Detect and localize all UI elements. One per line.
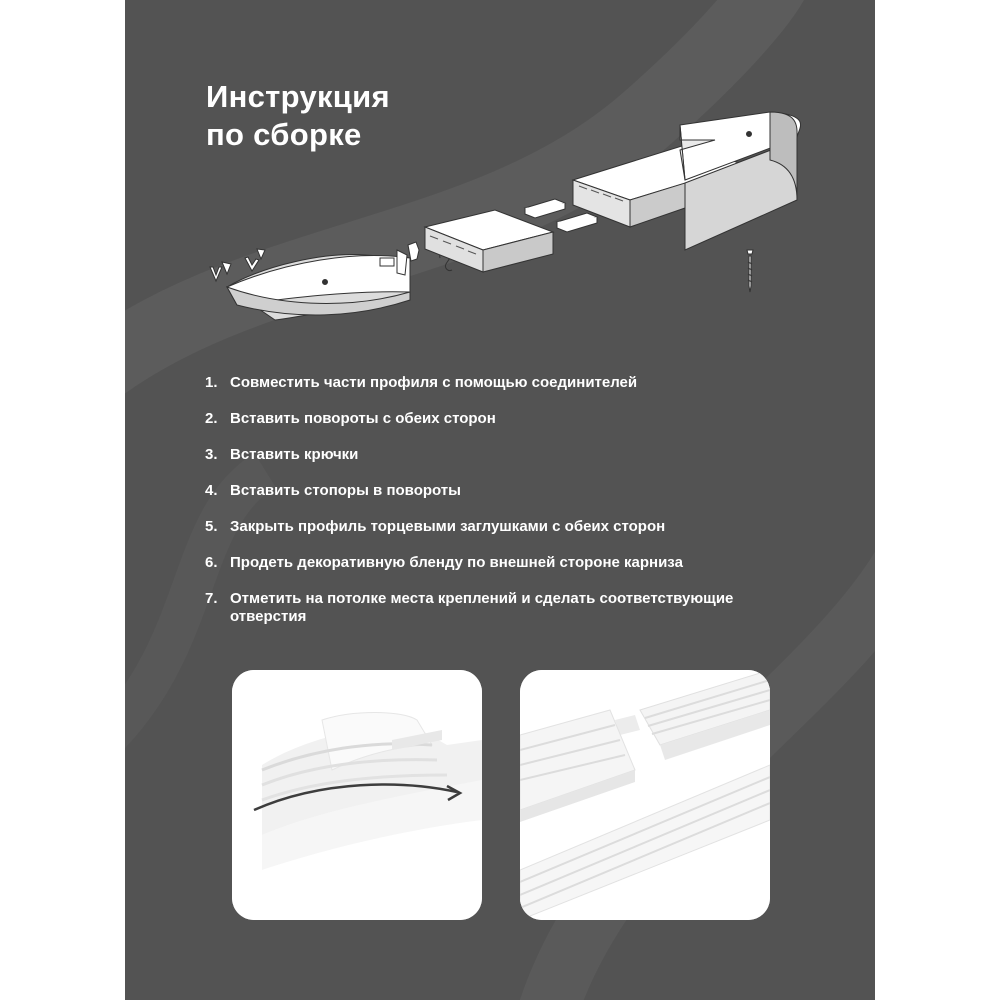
step-number: 2. [205, 410, 218, 427]
instruction-card [125, 0, 875, 1000]
step-1 [205, 374, 765, 392]
steps-list [205, 374, 765, 644]
step-7 [205, 590, 765, 626]
step-6 [205, 554, 765, 572]
profile-photo [520, 670, 770, 920]
cornice-assembly-diagram-icon [125, 95, 875, 345]
corner-piece-right [680, 112, 801, 250]
step-number: 4. [205, 482, 218, 499]
step-text: Совместить части профиля с помощью соединителей [230, 374, 638, 391]
step-3 [205, 446, 765, 464]
title-line-1: Инструкция [206, 79, 390, 114]
step-number: 6. [205, 554, 218, 571]
step-text: Вставить крючки [230, 446, 359, 463]
screw [747, 250, 753, 292]
step-2 [205, 410, 765, 428]
step-text: Отметить на потолке места креплений и сделать соответствующие отверстия [230, 590, 734, 625]
step-number: 1. [205, 374, 218, 391]
step-4 [205, 482, 765, 500]
step-number: 7. [205, 590, 218, 607]
step-text: Вставить стопоры в повороты [230, 482, 461, 499]
step-number: 5. [205, 518, 218, 535]
corner-photo [232, 670, 482, 920]
cornice-corner-photo-icon [232, 670, 482, 920]
step-text: Продеть декоративную бленду по внешней стороне карниза [230, 554, 683, 571]
step-number: 3. [205, 446, 218, 463]
step-text: Вставить повороты с обеих сторон [230, 410, 496, 427]
title-line-2: по сборке [206, 117, 362, 152]
step-text: Закрыть профиль торцевыми заглушками с обеих сторон [230, 518, 666, 535]
cornice-profile-photo-icon [520, 670, 770, 920]
step-5 [205, 518, 765, 536]
profile-segment-middle [425, 210, 553, 345]
